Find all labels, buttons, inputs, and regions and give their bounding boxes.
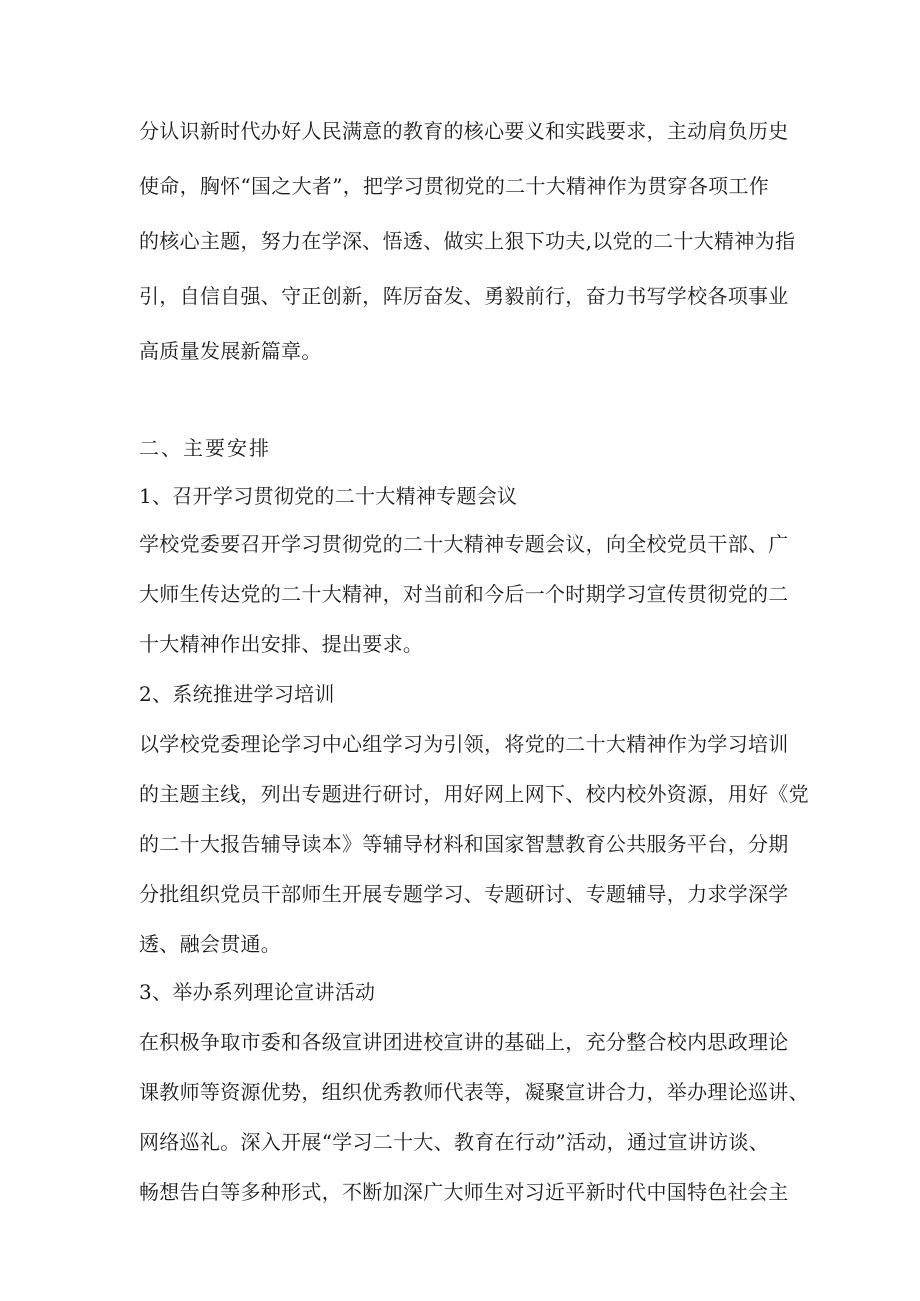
section-heading: 二、主要安排 (139, 436, 271, 460)
item3-line-1: 在积极争取市委和各级宣讲团进校宣讲的基础上，充分整合校内思政理论 (139, 1030, 789, 1054)
item1-line-2: 大师生传达党的二十大精神，对当前和今后一个时期学习宣传贯彻党的二 (139, 582, 789, 606)
item1-line-3: 十大精神作出安排、提出要求。 (139, 632, 424, 656)
item2-title: 2、系统推进学习培训 (139, 682, 335, 706)
item2-line-2: 的主题主线，列出专题进行研讨，用好网上网下、校内校外资源，用好《党 (139, 782, 809, 806)
intro-line-4: 引，自信自强、守正创新，阵厉奋发、勇毅前行，奋力书写学校各项事业 (139, 284, 789, 308)
intro-line-5: 高质量发展新篇章。 (139, 339, 322, 363)
item2-line-5: 透、融会贯通。 (139, 932, 282, 956)
item3-line-3: 网络巡礼。深入开展“学习二十大、教育在行动”活动，通过宣讲访谈、 (139, 1130, 770, 1154)
item1-line-1: 学校党委要召开学习贯彻党的二十大精神专题会议，向全校党员干部、广 (139, 532, 789, 556)
item2-line-3: 的二十大报告辅导读本》等辅导材料和国家智慧教育公共服务平台，分期 (139, 832, 789, 856)
item1-title: 1、召开学习贯彻党的二十大精神专题会议 (139, 484, 518, 508)
intro-line-2: 使命，胸怀“国之大者”，把学习贯彻党的二十大精神作为贯穿各项工作 (139, 174, 770, 198)
item3-line-2: 课教师等资源优势，组织优秀教师代表等，凝聚宣讲合力，举办理论巡讲、 (139, 1080, 809, 1104)
item3-line-4: 畅想告白等多种形式，不断加深广大师生对习近平新时代中国特色社会主 (139, 1180, 789, 1204)
intro-line-1: 分认识新时代办好人民满意的教育的核心要义和实践要求，主动肩负历史 (139, 119, 789, 143)
item3-title: 3、举办系列理论宣讲活动 (139, 980, 376, 1004)
item2-line-1: 以学校党委理论学习中心组学习为引领，将党的二十大精神作为学习培训 (139, 732, 789, 756)
intro-line-3: 的核心主题，努力在学深、悟透、做实上狠下功夫,以党的二十大精神为指 (139, 229, 796, 253)
item2-line-4: 分批组织党员干部师生开展专题学习、专题研讨、专题辅导，力求学深学 (139, 882, 789, 906)
